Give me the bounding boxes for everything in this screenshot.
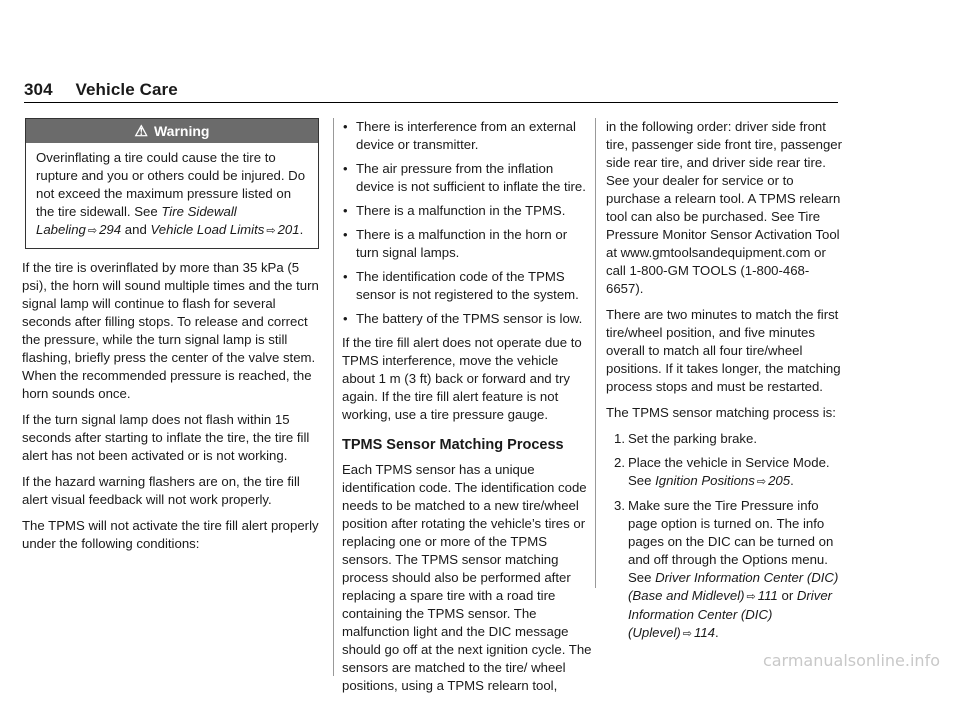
warning-text: Overinflating a tire could cause the tire to rupture and you or others could be injured. Do not exceed the maximum pressure listed on the tire sidewall. See — [36, 150, 306, 219]
warning-link-sidewall[interactable]: Tire Sidewall Labeling — [36, 204, 237, 237]
page-ref-number[interactable]: 205 — [768, 473, 791, 488]
paragraph: The TPMS will not activate the tire fill alert properly under the following conditions: — [22, 518, 319, 551]
step-number: 2. — [614, 455, 625, 470]
warning-title: Warning — [153, 123, 210, 139]
warning-link-load-limits[interactable]: Vehicle Load Limits — [150, 222, 265, 237]
list-item: • The battery of the TPMS sensor is low. — [342, 310, 592, 328]
page-ref-icon: ⇨ — [87, 225, 98, 237]
page-number: 304 — [24, 80, 53, 99]
list-item — [606, 497, 846, 643]
punctuation: . — [790, 473, 794, 488]
warning-icon: ⚠ — [134, 123, 148, 140]
step-text: Set the parking brake. — [628, 431, 758, 446]
paragraph: The TPMS sensor matching process is: — [606, 405, 836, 420]
paragraph: in the following order: driver side front tire, passenger side front tire, passenger side rear tire, and driver side rear tire. See your dealer for service or to purchase a relearn tool. A TPMS relearn tool can also be purchased. See Tire Pressure Monitor Sensor Activation Tool at www.gmtoolsandequipment.com or call 1-800-GM TOOLS (1-800-468-6657). — [606, 119, 843, 296]
step-number: 3. — [614, 498, 625, 513]
step-text: Make sure the Tire Pressure info page option is turned on. The info pages on the DIC can be turned on and off through the Options menu. See — [628, 498, 834, 585]
list-item — [606, 454, 846, 491]
warning-header — [26, 119, 318, 143]
paragraph: There are two minutes to match the first tire/wheel position, and five minutes overall to match all four tire/wheel positions. If it takes longer, the matching process stops and must be restarted. — [606, 307, 841, 394]
link-dic-base[interactable]: Driver Information Center (DIC) (Base and Midlevel) — [628, 570, 839, 603]
page-ref-number[interactable]: 111 — [757, 588, 778, 603]
list-item — [606, 430, 846, 448]
list-item: • There is a malfunction in the TPMS. — [342, 202, 592, 220]
page-ref-number[interactable]: 294 — [99, 222, 122, 237]
page-ref-icon: ⇨ — [746, 591, 756, 603]
page-ref-number[interactable]: 201 — [277, 222, 300, 237]
list-item: • The identification code of the TPMS sensor is not registered to the system. — [342, 268, 592, 304]
list-item: • The air pressure from the inflation device is not sufficient to inflate the tire. — [342, 160, 592, 196]
paragraph: Each TPMS sensor has a unique identification code. The identification code needs to be matched to a new tire/wheel position after rotating the vehicle’s tires or replacing one or more of the TPMS sensors. The TPMS sensor matching process should also be performed after replacing a spare tire with a road tire containing the TPMS sensor. The malfunction light and the DIC message should go off at the next ignition cycle. The sensors are matched to the tire/ wheel positions, using a TPMS relearn tool, — [342, 462, 592, 693]
watermark: carmanualsonline.info — [762, 651, 940, 670]
paragraph: If the tire is overinflated by more than 35 kPa (5 psi), the horn will sound multiple times and the turn signal lamp will continue to flash for several seconds after filling stops. To release and correct the pressure, while the turn signal lamp is still flashing, briefly press the center of the valve stem. When the recommended pressure is reached, the horn sounds once. — [22, 260, 319, 401]
column-right — [606, 118, 846, 649]
paragraph: If the hazard warning flashers are on, the tire fill alert visual feedback will not work properly. — [22, 474, 300, 507]
section-title: Vehicle Care — [75, 80, 178, 99]
page-header — [24, 80, 178, 100]
column-divider — [333, 118, 334, 676]
list-item: • There is interference from an external device or transmitter. — [342, 118, 592, 154]
paragraph: If the tire fill alert does not operate due to TPMS interference, move the vehicle about 1 m (3 ft) back or forward and try again. If the tire fill alert feature is not working, use a tire pressure gauge. — [342, 335, 582, 422]
section-heading: TPMS Sensor Matching Process — [342, 437, 564, 453]
page-ref-icon: ⇨ — [756, 476, 767, 488]
page-ref-icon: ⇨ — [266, 225, 276, 237]
punctuation: . — [715, 625, 719, 640]
link-ignition-positions[interactable]: Ignition Positions — [655, 473, 755, 488]
link-dic-uplevel[interactable]: Driver Information Center (DIC) (Uplevel) — [628, 588, 833, 640]
page-ref-number[interactable]: 114 — [693, 625, 716, 640]
punctuation: . — [299, 222, 304, 237]
step-text: Place the vehicle in Service Mode. See — [628, 455, 830, 488]
list-item: • There is a malfunction in the horn or turn signal lamps. — [342, 226, 592, 262]
warning-and: and — [124, 222, 147, 237]
warning-body — [26, 143, 318, 248]
column-middle — [342, 118, 592, 703]
step-or: or — [781, 588, 794, 603]
column-divider — [595, 118, 596, 588]
warning-box — [25, 118, 319, 249]
page-ref-icon: ⇨ — [682, 628, 692, 640]
header-divider — [24, 102, 838, 103]
paragraph: If the turn signal lamp does not flash within 15 seconds after starting to inflate the tire, the tire fill alert has not been activated or is not working. — [22, 412, 310, 463]
step-number: 1. — [614, 431, 625, 446]
column-left — [22, 118, 320, 561]
